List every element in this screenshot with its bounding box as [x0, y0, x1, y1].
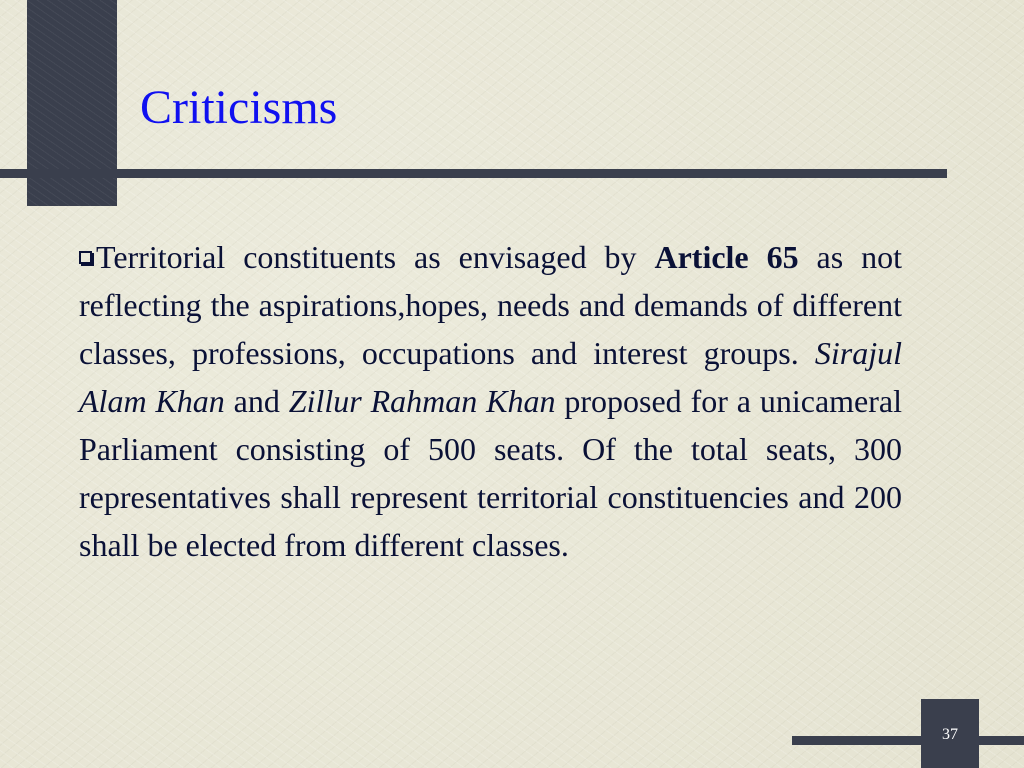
article-reference: Article 65	[654, 239, 799, 275]
slide-title: Criticisms	[140, 81, 338, 134]
footer-divider-bar	[792, 736, 1024, 745]
text-segment: and	[224, 383, 289, 419]
bullet-paragraph	[79, 233, 902, 569]
text-segment: as not reflecting the aspirations,hopes, needs and demands of different classes, professions, occupations and interest groups.	[79, 239, 903, 371]
author-name: Sirajul Alam Khan	[79, 335, 902, 419]
page-number: 37	[942, 726, 958, 743]
text-segment: Territorial constituents as envisaged by	[96, 239, 655, 275]
hollow-square-bullet-icon	[79, 251, 92, 264]
title-divider-bar	[0, 169, 947, 178]
text-segment: proposed for a unicameral Parliament consisting of 500 seats. Of the total seats, 300 representatives shall represent territorial constituencies and 200 shall be elected from different classes.	[79, 383, 902, 563]
author-name: Zillur Rahman Khan	[288, 383, 556, 419]
